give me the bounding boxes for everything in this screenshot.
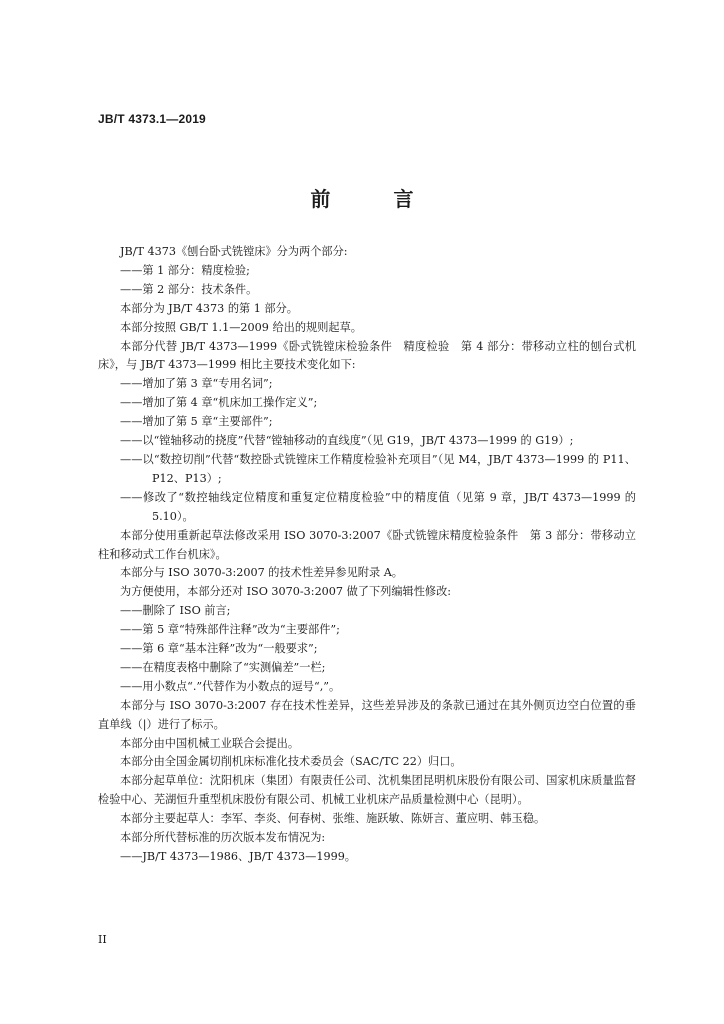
page-title: 前 言 bbox=[310, 187, 442, 211]
paragraph: 本部分按照 GB/T 1.1—2009 给出的规则起草。 bbox=[120, 320, 362, 334]
list-item: ——增加了第 5 章“主要部件”; bbox=[120, 415, 273, 429]
paragraph: 本部分由全国金属切削机床标准化技术委员会（SAC/TC 22）归口。 bbox=[120, 755, 462, 769]
list-item: ——增加了第 3 章“专用名词”; bbox=[120, 377, 273, 391]
list-item: ——增加了第 4 章“机床加工操作定义”; bbox=[120, 396, 318, 410]
list-item: ——用小数点“.”代替作为小数点的逗号“,”。 bbox=[120, 679, 341, 693]
page-number: II bbox=[98, 933, 107, 946]
paragraph: 本部分主要起草人：李军、李炎、何春树、张维、施跃敏、陈妍言、董应明、韩玉稳。 bbox=[120, 812, 546, 826]
list-item: ——在精度表格中删除了“实测偏差”一栏; bbox=[120, 660, 326, 674]
list-item: ——以“数控切削”代替“数控卧式铣镗床工作精度检验补充项目”（见 M4，JB/T 4373—1999 的 P11、P12、P13）; bbox=[120, 452, 636, 485]
list-item: ——第 6 章“基本注释”改为“一般要求”; bbox=[120, 642, 318, 656]
paragraph: 本部分代替 JB/T 4373—1999《卧式铣镗床检验条件 精度检验 第 4 部分：带移动立柱的刨台式机床》，与 JB/T 4373—1999 相比主要技术变化如下: bbox=[98, 339, 636, 372]
list-item: ——第 2 部分：技术条件。 bbox=[120, 282, 258, 296]
list-item: ——删除了 ISO 前言; bbox=[120, 604, 231, 618]
paragraph: 本部分所代替标准的历次版本发布情况为: bbox=[120, 831, 326, 845]
paragraph: 为方便使用，本部分还对 ISO 3070-3:2007 做了下列编辑性修改: bbox=[120, 585, 452, 599]
paragraph: JB/T 4373《刨台卧式铣镗床》分为两个部分: bbox=[120, 245, 348, 258]
list-item: ——第 5 章“特殊部件注释”改为“主要部件”; bbox=[120, 623, 340, 637]
paragraph: 本部分与 ISO 3070-3:2007 存在技术性差异，这些差异涉及的条款已通过在其外侧页边空白位置的垂直单线（|）进行了标示。 bbox=[98, 698, 636, 731]
list-item: ——第 1 部分：精度检验; bbox=[120, 263, 250, 277]
list-item: ——修改了“数控轴线定位精度和重复定位精度检验”中的精度值（见第 9 章，JB/T 4373—1999 的 5.10）。 bbox=[120, 490, 636, 523]
standard-code: JB/T 4373.1—2019 bbox=[98, 112, 206, 126]
paragraph: 本部分使用重新起草法修改采用 ISO 3070-3:2007《卧式铣镗床精度检验条件 第 3 部分：带移动立柱和移动式工作台机床》。 bbox=[98, 528, 636, 561]
list-item: ——JB/T 4373—1986、JB/T 4373—1999。 bbox=[120, 850, 356, 863]
paragraph: 本部分与 ISO 3070-3:2007 的技术性差异参见附录 A。 bbox=[120, 566, 403, 580]
paragraph: 本部分为 JB/T 4373 的第 1 部分。 bbox=[120, 301, 298, 315]
paragraph: 本部分由中国机械工业联合会提出。 bbox=[120, 736, 300, 750]
document-body bbox=[98, 243, 636, 867]
paragraph: 本部分起草单位：沈阳机床（集团）有限责任公司、沈机集团昆明机床股份有限公司、国家机床质量监督检验中心、芜湖恒升重型机床股份有限公司、机械工业机床产品质量检测中心（昆明）。 bbox=[98, 774, 636, 807]
list-item: ——以“镗轴移动的挠度”代替“镗轴移动的直线度”（见 G19，JB/T 4373—1999 的 G19）; bbox=[120, 434, 574, 448]
